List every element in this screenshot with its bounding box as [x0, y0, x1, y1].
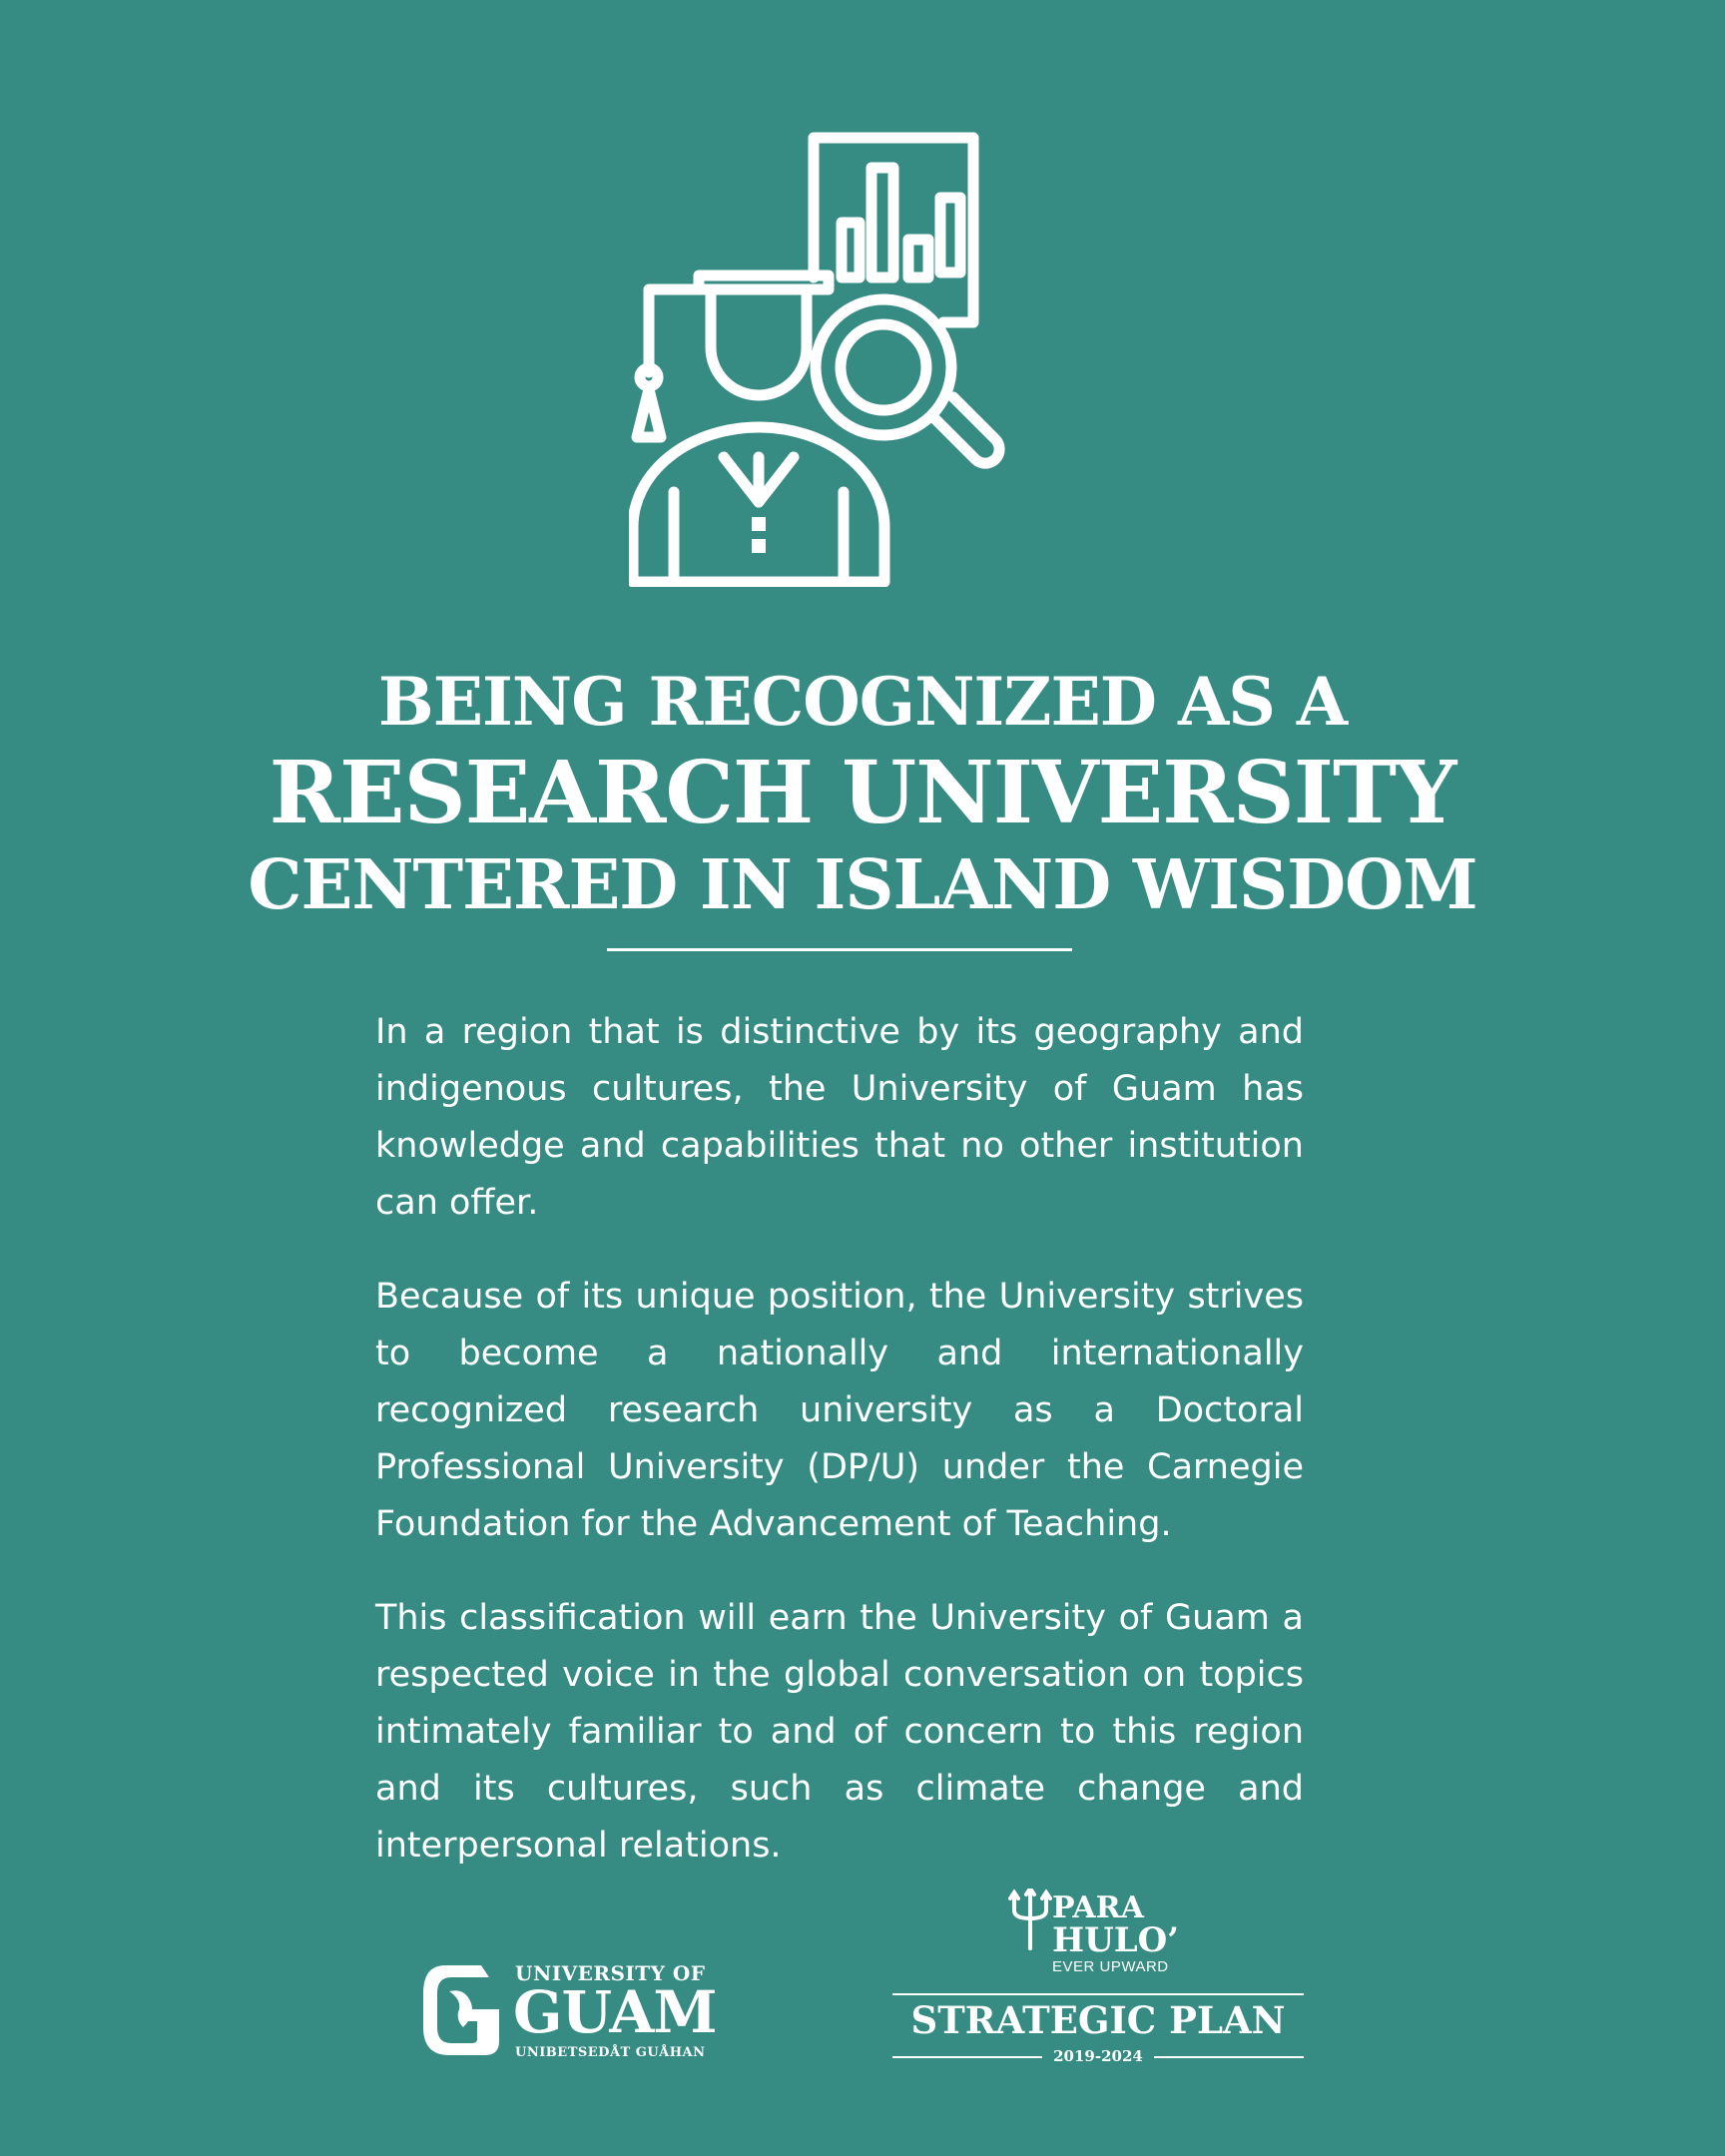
hulo-text: HULO’	[1052, 1920, 1180, 1960]
divider	[607, 948, 1072, 951]
university-of-guam-logo	[419, 1951, 719, 2066]
headline	[0, 659, 1725, 928]
body-copy	[375, 1004, 1304, 1911]
guam-g-mark-icon	[419, 1957, 505, 2061]
uog-logo-sub-text: UNIBETSEDÅT GUÅHAN	[515, 2045, 706, 2060]
headline-line-2: RESEARCH UNIVERSITY	[269, 743, 1456, 843]
strategic-plan-title: STRATEGIC PLAN	[910, 1998, 1286, 2042]
uog-logo-main-text: GUAM	[513, 1978, 717, 2046]
headline-line-1: BEING RECOGNIZED AS A	[377, 663, 1348, 741]
paragraph-2: Because of its unique position, the University strives to become a nationally and internationally recognized research university as a Doctoral Professional University (DP/U) under the Carnegie Foundation for the Advancement of Teaching.	[375, 1277, 1304, 1544]
strategic-plan-years-row	[892, 2046, 1304, 2066]
ever-upward-text: EVER UPWARD	[1052, 1958, 1169, 1975]
headline-line-3: CENTERED IN ISLAND WISDOM	[248, 845, 1477, 925]
graduate-research-icon	[629, 128, 1098, 587]
strategic-plan-logo	[888, 1888, 1308, 2068]
uog-logo-top-text: UNIVERSITY OF	[515, 1961, 706, 1985]
paragraph-3: This classification will earn the University of Guam a respected voice in the global conversation on topics intimately familiar to and of concern to this region and its cultures, such as climate change and interpersonal relations.	[375, 1598, 1304, 1866]
para-text: PARA	[1052, 1890, 1144, 1925]
strategic-plan-top-rule	[892, 1993, 1304, 1995]
strategic-plan-years: 2019-2024	[1053, 2047, 1143, 2065]
paragraph-1: In a region that is distinctive by its geography and indigenous cultures, the University of Guam has knowledge and capabilities that no other institution can offer.	[375, 1012, 1304, 1223]
trident-icon	[1008, 1888, 1052, 1950]
